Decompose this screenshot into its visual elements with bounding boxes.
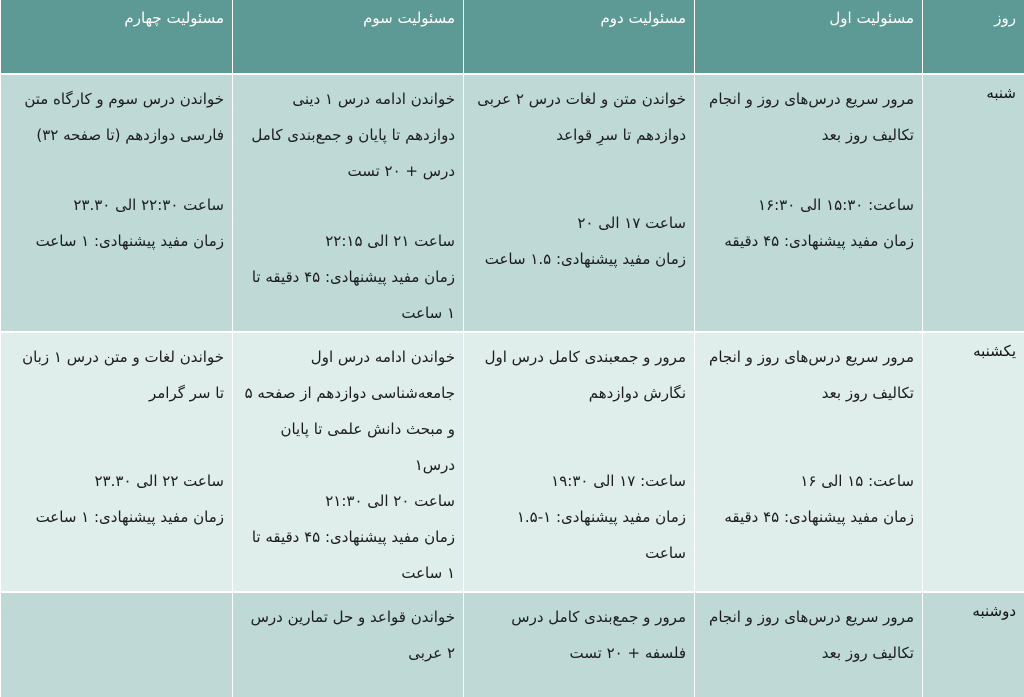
table-cell bbox=[233, 74, 464, 332]
table-row bbox=[1, 592, 1024, 697]
duration-text: زمان مفید پیشنهادی: ۱.۵ ساعت bbox=[474, 241, 686, 277]
task-text: مرور و جمع‌بندی کامل درس فلسفه + ۲۰ تست bbox=[474, 599, 686, 671]
time-text: ساعت ۲۱ الی ۲۲:۱۵ bbox=[243, 223, 455, 259]
table-cell bbox=[464, 332, 695, 592]
table-cell bbox=[233, 332, 464, 592]
table-row bbox=[1, 74, 1024, 332]
task-text: خواندن لغات و متن درس ۱ زبان تا سر گرامر bbox=[11, 339, 224, 411]
table-row bbox=[1, 332, 1024, 592]
header-row bbox=[1, 0, 1024, 74]
time-text: ساعت: ۱۵:۳۰ الی ۱۶:۳۰ bbox=[705, 187, 914, 223]
time-text: ساعت ۱۷ الی ۲۰ bbox=[474, 205, 686, 241]
header-responsibility-2: مسئولیت دوم bbox=[464, 0, 695, 74]
duration-text: زمان مفید پیشنهادی: ۴۵ دقیقه تا ۱ ساعت bbox=[243, 259, 455, 331]
day-cell: شنبه bbox=[923, 74, 1024, 332]
task-text: خواندن درس سوم و کارگاه متن فارسی دوازدهم (تا صفحه ۳۲) bbox=[11, 81, 224, 153]
duration-text: زمان مفید پیشنهادی: ۱ ساعت bbox=[11, 223, 224, 259]
table-cell bbox=[695, 74, 923, 332]
duration-text: زمان مفید پیشنهادی: ۴۵ دقیقه bbox=[705, 223, 914, 259]
task-text: خواندن ادامه درس ۱ دینی دوازدهم تا پایان و جمع‌بندی کامل درس + ۲۰ تست bbox=[243, 81, 455, 189]
task-text: خواندن متن و لغات درس ۲ عربی دوازدهم تا سرِ قواعد bbox=[474, 81, 686, 153]
header-responsibility-1: مسئولیت اول bbox=[695, 0, 923, 74]
table-cell bbox=[1, 74, 233, 332]
table-cell bbox=[233, 592, 464, 697]
task-text: مرور سریع درس‌های روز و انجام تکالیف روز بعد bbox=[705, 81, 914, 153]
table-cell bbox=[464, 74, 695, 332]
task-text: خواندن ادامه درس اول جامعه‌شناسی دوازدهم از صفحه ۵ و مبحث دانش علمی تا پایان درس۱ bbox=[243, 339, 455, 483]
table-cell bbox=[1, 332, 233, 592]
task-text: خواندن قواعد و حل تمارین درس ۲ عربی bbox=[243, 599, 455, 671]
task-text: مرور سریع درس‌های روز و انجام تکالیف روز بعد bbox=[705, 339, 914, 411]
table-cell bbox=[695, 332, 923, 592]
time-text: ساعت: ۱۵ الی ۱۶ bbox=[705, 463, 914, 499]
header-day: روز bbox=[923, 0, 1024, 74]
task-text: مرور و جمعبندی کامل درس اول نگارش دوازدهم bbox=[474, 339, 686, 411]
duration-text: زمان مفید پیشنهادی: ۴۵ دقیقه تا ۱ ساعت bbox=[243, 519, 455, 591]
table-cell bbox=[1, 592, 233, 697]
time-text: ساعت: ۱۷ الی ۱۹:۳۰ bbox=[474, 463, 686, 499]
duration-text: زمان مفید پیشنهادی: ۱-۱.۵ ساعت bbox=[474, 499, 686, 571]
header-responsibility-4: مسئولیت چهارم bbox=[1, 0, 233, 74]
table-cell bbox=[695, 592, 923, 697]
table-cell bbox=[464, 592, 695, 697]
time-text: ساعت ۲۰ الی ۲۱:۳۰ bbox=[243, 483, 455, 519]
duration-text: زمان مفید پیشنهادی: ۱ ساعت bbox=[11, 499, 224, 535]
day-cell: یکشنبه bbox=[923, 332, 1024, 592]
time-text: ساعت ۲۲:۳۰ الی ۲۳.۳۰ bbox=[11, 187, 224, 223]
task-text: مرور سریع درس‌های روز و انجام تکالیف روز بعد bbox=[705, 599, 914, 671]
day-cell: دوشنبه bbox=[923, 592, 1024, 697]
duration-text: زمان مفید پیشنهادی: ۴۵ دقیقه bbox=[705, 499, 914, 535]
header-responsibility-3: مسئولیت سوم bbox=[233, 0, 464, 74]
time-text: ساعت ۲۲ الی ۲۳.۳۰ bbox=[11, 463, 224, 499]
